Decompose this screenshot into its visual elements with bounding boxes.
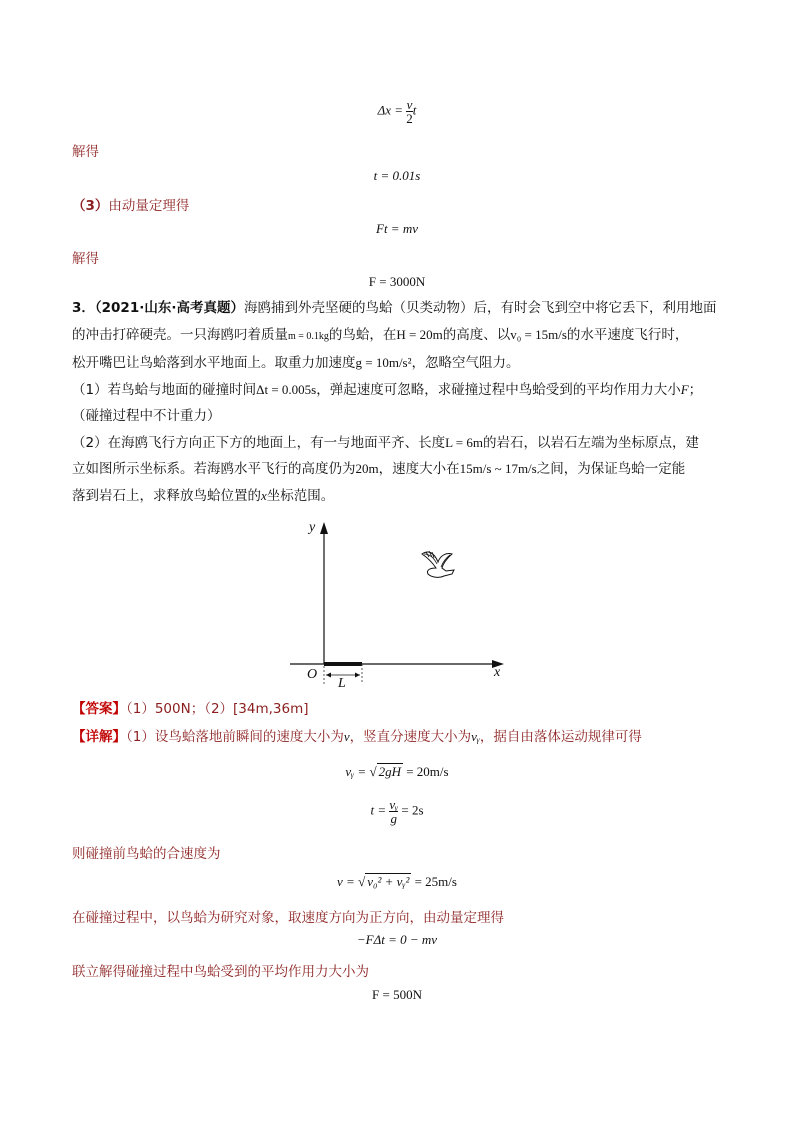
equation-delta-x: Δx = $\frac{v}{2}$ t (377, 97, 417, 126)
problem-line-2: 的冲击打碎硬壳。一只海鸥叼着质量m = 0.1kg的鸟蛤，在H = 20m的高度、以v₀ = 15m/s的水平速度飞行时， (72, 326, 689, 343)
detail-line-2: 则碰撞前鸟蛤的合速度为 (72, 846, 221, 862)
question-2-line-3: 落到岩石上，求释放鸟蛤位置的x坐标范围。 (72, 487, 335, 504)
equation-impulse: −FΔt = 0 − mv (356, 932, 438, 947)
equation-t: t = 0.01s (373, 168, 421, 183)
detail-line-3: 在碰撞过程中，以鸟蛤为研究对象，取速度方向为正方向，由动量定理得 (72, 910, 504, 926)
equation-force: F = 3000N (368, 274, 426, 289)
problem-paragraph (72, 295, 732, 509)
coordinate-figure (280, 518, 520, 690)
length-label: L (338, 676, 346, 691)
label-part-3: （3）由动量定理得 (72, 198, 190, 214)
problem-line-3: 松开嘴巴让鸟蛤落到水平地面上。取重力加速度g = 10m/s²，忽略空气阻力。 (72, 355, 520, 371)
rock-segment (324, 662, 362, 666)
detail-line-4: 联立解得碰撞过程中鸟蛤受到的平均作用力大小为 (72, 964, 369, 980)
question-1-note: （碰撞过程中不计重力） (72, 408, 221, 424)
question-2-line-2: 立如图所示坐标系。若海鸥水平飞行的高度仍为20m，速度大小在15m/s ~ 17m/s之间，为保证鸟蛤一定能 (72, 461, 686, 477)
equation-resultant-velocity: v = √ v₀² + vᵧ² = 25m/s (337, 874, 457, 889)
equation-final-force: F = 500N (372, 987, 422, 1002)
problem-line-1: 3．（2021·山东·高考真题）海鸥捕到外壳坚硬的鸟蛤（贝类动物）后，有时会飞到空中将它丢下，利用地面 (72, 300, 717, 316)
answer-line: 【答案】（1）500N；（2）[34m,36m] (72, 701, 309, 717)
equation-vy: vᵧ = √ 2gH = 20m/s (345, 764, 449, 779)
question-1: （1）若鸟蛤与地面的碰撞时间Δt = 0.005s，弹起速度可忽略，求碰撞过程中鸟蛤受到的平均作用力大小F； (72, 381, 703, 398)
question-2: （2）在海鸥飞行方向正下方的地面上，有一与地面平齐、长度L = 6m的岩石，以岩石左端为坐标原点，建 (72, 434, 699, 451)
label-solve-2: 解得 (72, 251, 99, 267)
detail-line-1: 【详解】（1）设鸟蛤落地前瞬间的速度大小为v，竖直分速度大小为vᵧ，据自由落体运动规律可得 (72, 729, 642, 745)
label-solve-1: 解得 (72, 144, 99, 160)
origin-label: O (307, 667, 318, 682)
seagull-icon (422, 551, 454, 577)
y-axis-label: y (309, 520, 316, 535)
equation-fall-time: t = $\frac{\text{vᵧ}}{g}$ = 2s (370, 797, 424, 826)
equation-momentum: Ft = mv (376, 221, 418, 236)
y-axis-arrow (320, 522, 328, 534)
x-axis-label: x (494, 665, 501, 680)
